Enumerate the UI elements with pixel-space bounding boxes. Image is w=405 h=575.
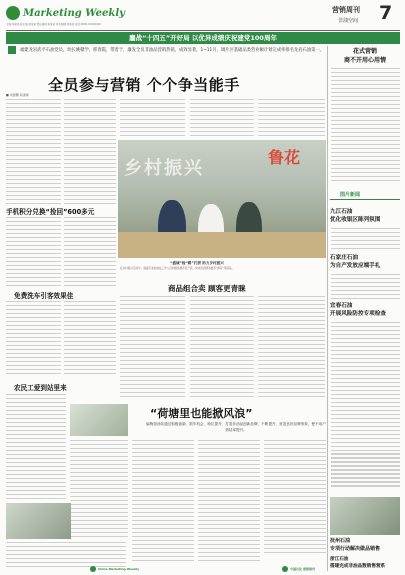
lead-paragraph: 福建龙岩武平石油党员，幼长姚赣学，邢春霞，带着于，廉发全员非油品营销热销，成效显著，1~11月，调片区基础品类营业额计划完成率排名龙岩石油第一。 xyxy=(20,48,324,53)
feature-headline: “荷塘里也能掀风浪” xyxy=(150,407,253,420)
article-body-col5 xyxy=(258,99,325,137)
points-body-col2 xyxy=(64,217,116,287)
news-rule xyxy=(330,199,400,200)
photo-sign-text: 乡村振兴 xyxy=(124,158,204,179)
logo-dot-icon xyxy=(90,566,96,572)
combo-body-col2 xyxy=(190,296,254,400)
right-item-2-body xyxy=(331,274,400,302)
right-item-2-title: 石家庄石油 为自产发放应端手礼 xyxy=(330,255,381,269)
right-item-3-title: 宜春石油 开展风险防控专项检查 xyxy=(330,303,386,317)
article-body-col3 xyxy=(120,99,185,137)
top-banner: 鏖战“十四五”开好局 以优异成绩庆祝建党100周年 xyxy=(6,32,400,44)
weekly-title: 营销周刊 xyxy=(332,6,360,14)
small-logo-right xyxy=(282,566,315,572)
logo-dot-icon-2 xyxy=(282,566,288,572)
page-number: 7 xyxy=(379,2,393,24)
column-divider xyxy=(327,46,328,571)
main-headline: 全员参与营销 个个争当能手 xyxy=(48,76,240,94)
article-body-col4 xyxy=(190,99,254,137)
article-body-col1 xyxy=(6,99,61,207)
photo-brand-text: 鲁花 xyxy=(268,148,301,167)
product-table xyxy=(118,232,326,258)
points-body-col1 xyxy=(6,217,61,287)
footer-logo-text: 中国石化 营销周刊 xyxy=(290,567,316,571)
lead-bullet-icon xyxy=(8,46,16,54)
byline: ■ 刘惠馨 杨清师 xyxy=(6,93,29,97)
weekly-talk-body xyxy=(331,68,400,186)
feature-body-col1 xyxy=(132,440,194,566)
right-column-photo xyxy=(330,497,400,535)
brand xyxy=(6,6,125,20)
small-logo-left xyxy=(90,566,139,572)
combo-body-col1 xyxy=(120,296,185,400)
bottom-left-photo xyxy=(6,503,71,539)
feature-body-col3 xyxy=(264,440,326,558)
masthead-info: 主编:某某某 副主编:某某某 责任编辑:某某某 美术编辑:某某某 电话:0000-00000000 xyxy=(6,23,101,26)
feature-lead: 偏梅加油站通过积极创新，抓牢机会、吨位提升、打造非油品创新品牌，不断提升，营造良好品牌形象，使不用户到站率提升。 xyxy=(146,422,326,432)
farm-body-col2 xyxy=(70,440,128,540)
car-body-col2 xyxy=(64,301,116,377)
section-head-farm: 农民工爱到站里来 xyxy=(14,384,67,392)
masthead-rule xyxy=(6,30,400,31)
brand-logo-icon xyxy=(6,6,20,20)
farm-photo xyxy=(70,404,128,436)
car-body-col1 xyxy=(6,301,61,377)
section-head-combo: 商品组合卖 顾客更青睐 xyxy=(168,284,246,293)
right-item-1-body xyxy=(331,228,400,252)
section-head-car: 免费洗车引客效果佳 xyxy=(14,292,74,300)
right-item-1-title: 九江石油 优化收银区陈列氛围 xyxy=(330,209,381,223)
right-item-4-title: 抚州石油 专项行动解决做品销售 xyxy=(330,538,381,552)
brand-title: Marketing Weekly xyxy=(23,7,125,19)
combo-body-col3 xyxy=(258,296,325,400)
section-name: 非油空间 xyxy=(338,18,359,24)
right-item-5-title: 浙江石油 搭建完成非油品数销售营系 xyxy=(330,557,386,569)
small-logo-text: China Marketing Weekly xyxy=(98,567,140,571)
right-item-3-body xyxy=(331,322,400,492)
weekly-talk-title: 花式营销 商不开用心用情 xyxy=(343,48,386,64)
section-head-points: 手机积分兑换“捡回”600多元 xyxy=(6,208,95,216)
news-label: 图片新闻 xyxy=(340,192,361,198)
main-photo-caption: “盛诚”检“路”打拼 助力乡村振兴 xyxy=(170,261,224,265)
main-photo-desc: 在乡村振兴活动中，福建石油加油站工作人员向顾客推荐农产品，向来往的顾客推荐“鲁花”等商品。 xyxy=(120,267,235,270)
feature-body-col2 xyxy=(198,440,260,566)
main-photo xyxy=(118,140,326,258)
article-body-col2 xyxy=(64,99,116,207)
farm-body-col1 xyxy=(6,394,66,502)
